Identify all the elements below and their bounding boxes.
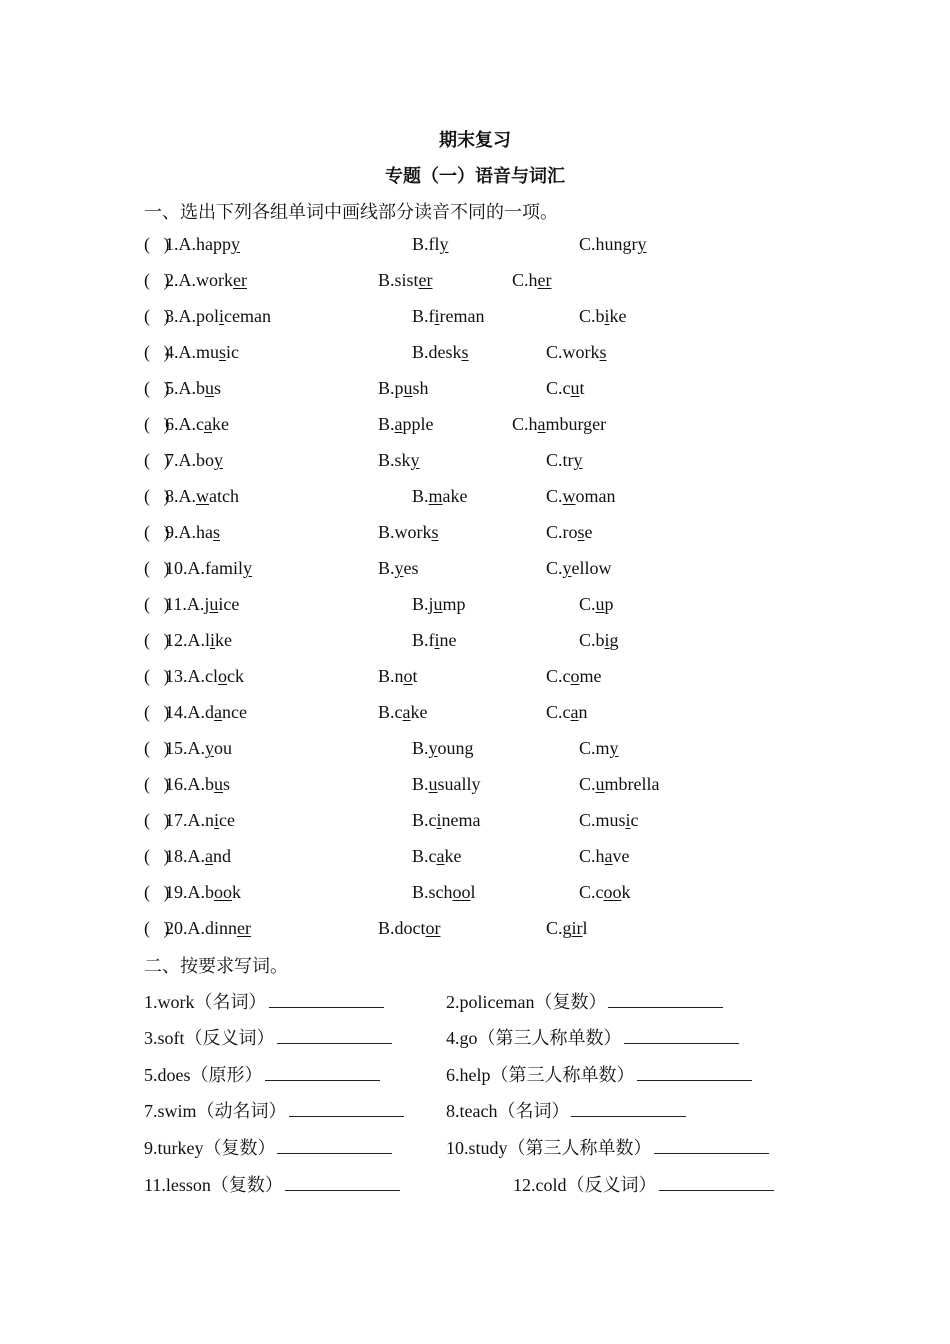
question-row xyxy=(144,486,844,512)
option-b: B.sister xyxy=(378,270,433,290)
answer-blank[interactable] xyxy=(277,1025,392,1044)
underlined-letters: y xyxy=(231,234,240,254)
fill-in-item xyxy=(144,1171,400,1197)
answer-parentheses[interactable]: ( ) xyxy=(144,666,170,686)
fill-in-prompt: 5.does（原形） xyxy=(144,1065,263,1085)
answer-parentheses[interactable]: ( ) xyxy=(144,882,170,902)
question-row xyxy=(144,306,844,332)
fill-in-item xyxy=(144,1097,404,1123)
option-b: B.cake xyxy=(412,846,462,866)
option-c: C.can xyxy=(546,702,588,722)
underlined-letters: y xyxy=(394,558,404,578)
question-row xyxy=(144,522,844,548)
option-a: 10.A.family xyxy=(165,558,252,578)
option-a: 2.A.worker xyxy=(165,270,247,290)
option-c: C.bike xyxy=(579,306,627,326)
option-c: C.hungry xyxy=(579,234,647,254)
option-a: 15.A.you xyxy=(165,738,232,758)
option-a: 13.A.clock xyxy=(165,666,244,686)
option-b: B.fireman xyxy=(412,306,485,326)
fill-in-item xyxy=(144,988,384,1014)
underlined-letters: m xyxy=(428,486,443,506)
question-row xyxy=(144,846,844,872)
answer-parentheses[interactable]: ( ) xyxy=(144,594,170,614)
fill-in-prompt: 10.study（第三人称单数） xyxy=(446,1138,652,1158)
question-row xyxy=(144,666,844,692)
answer-blank[interactable] xyxy=(285,1172,400,1191)
underlined-letters: a xyxy=(537,414,546,434)
underlined-letters: u xyxy=(214,774,223,794)
underlined-letters: u xyxy=(428,774,438,794)
answer-blank[interactable] xyxy=(608,989,723,1008)
question-row xyxy=(144,774,844,800)
question-row xyxy=(144,594,844,620)
underlined-letters: o xyxy=(403,666,413,686)
answer-parentheses[interactable]: ( ) xyxy=(144,846,170,866)
question-row xyxy=(144,630,844,656)
fill-in-prompt: 2.policeman（复数） xyxy=(446,992,607,1012)
underlined-letters: s xyxy=(431,522,439,542)
option-a: 20.A.dinner xyxy=(165,918,251,938)
option-a: 6.A.cake xyxy=(165,414,229,434)
underlined-letters: oo xyxy=(603,882,622,902)
option-a: 18.A.and xyxy=(165,846,231,866)
answer-parentheses[interactable]: ( ) xyxy=(144,306,170,326)
underlined-letters: y xyxy=(573,450,583,470)
question-row xyxy=(144,702,844,728)
question-row xyxy=(144,558,844,584)
question-row xyxy=(144,342,844,368)
underlined-letters: u xyxy=(403,378,413,398)
underlined-letters: y xyxy=(410,450,420,470)
answer-parentheses[interactable]: ( ) xyxy=(144,414,170,434)
fill-in-item xyxy=(446,1024,739,1050)
underlined-letters: oo xyxy=(214,882,232,902)
underlined-letters: a xyxy=(436,846,445,866)
question-row xyxy=(144,918,844,944)
underlined-letters: i xyxy=(214,810,220,830)
underlined-letters: y xyxy=(609,738,619,758)
answer-blank[interactable] xyxy=(269,989,384,1008)
answer-blank[interactable] xyxy=(654,1135,769,1154)
underlined-letters: oo xyxy=(452,882,471,902)
underlined-letters: er xyxy=(537,270,552,290)
fill-in-item xyxy=(144,1024,392,1050)
option-a: 14.A.dance xyxy=(165,702,247,722)
underlined-letters: y xyxy=(428,738,438,758)
option-c: C.music xyxy=(579,810,639,830)
question-row xyxy=(144,450,844,476)
answer-parentheses[interactable]: ( ) xyxy=(144,486,170,506)
fill-in-prompt: 7.swim（动名词） xyxy=(144,1101,287,1121)
answer-blank[interactable] xyxy=(265,1062,380,1081)
option-a: 9.A.has xyxy=(165,522,221,542)
option-a: 8.A.watch xyxy=(165,486,239,506)
answer-parentheses[interactable]: ( ) xyxy=(144,774,170,794)
question-row xyxy=(144,414,844,440)
underlined-letters: u xyxy=(433,594,443,614)
fill-in-item xyxy=(446,988,723,1014)
underlined-letters: w xyxy=(562,486,576,506)
underlined-letters: y xyxy=(243,558,252,578)
underlined-letters: s xyxy=(577,522,585,542)
fill-in-prompt: 3.soft（反义词） xyxy=(144,1028,275,1048)
underlined-letters: i xyxy=(604,306,610,326)
option-a: 7.A.boy xyxy=(165,450,223,470)
answer-blank[interactable] xyxy=(637,1062,752,1081)
question-row xyxy=(144,234,844,260)
page-subtitle: 专题（一）语音与词汇 xyxy=(385,166,565,186)
question-row xyxy=(144,810,844,836)
option-c: C.yellow xyxy=(546,558,612,578)
option-b: B.push xyxy=(378,378,429,398)
underlined-letters: y xyxy=(637,234,647,254)
question-row xyxy=(144,270,844,296)
option-b: B.works xyxy=(378,522,439,542)
fill-in-prompt: 1.work（名词） xyxy=(144,992,267,1012)
underlined-letters: ir xyxy=(571,918,583,938)
fill-in-item xyxy=(144,1061,380,1087)
option-c: C.come xyxy=(546,666,602,686)
option-b: B.school xyxy=(412,882,476,902)
option-c: C.cook xyxy=(579,882,631,902)
underlined-letters: u xyxy=(205,378,214,398)
option-c: C.my xyxy=(579,738,619,758)
option-a: 4.A.music xyxy=(165,342,240,362)
fill-in-prompt: 6.help（第三人称单数） xyxy=(446,1065,635,1085)
underlined-letters: u xyxy=(570,378,580,398)
option-a: 19.A.book xyxy=(165,882,241,902)
fill-in-prompt: 12.cold（反义词） xyxy=(513,1175,657,1195)
option-a: 12.A.like xyxy=(165,630,233,650)
option-c: C.big xyxy=(579,630,619,650)
underlined-letters: i xyxy=(434,630,440,650)
option-b: B.doctor xyxy=(378,918,441,938)
answer-blank[interactable] xyxy=(289,1098,404,1117)
underlined-letters: i xyxy=(604,630,610,650)
answer-parentheses[interactable]: ( ) xyxy=(144,450,170,470)
option-b: B.cinema xyxy=(412,810,481,830)
option-b: B.not xyxy=(378,666,418,686)
option-a: 17.A.nice xyxy=(165,810,235,830)
underlined-letters: y xyxy=(214,450,223,470)
option-b: B.fly xyxy=(412,234,449,254)
underlined-letters: a xyxy=(214,702,222,722)
underlined-letters: i xyxy=(436,810,442,830)
underlined-letters: i xyxy=(434,306,440,326)
option-b: B.fine xyxy=(412,630,457,650)
fill-in-item xyxy=(446,1061,752,1087)
answer-blank[interactable] xyxy=(659,1172,774,1191)
answer-blank[interactable] xyxy=(624,1025,739,1044)
underlined-letters: i xyxy=(625,810,631,830)
answer-parentheses[interactable]: ( ) xyxy=(144,630,170,650)
answer-blank[interactable] xyxy=(571,1098,686,1117)
page-title: 期末复习 xyxy=(439,130,511,150)
underlined-letters: er xyxy=(418,270,433,290)
answer-parentheses[interactable]: ( ) xyxy=(144,342,170,362)
underlined-letters: a xyxy=(204,414,212,434)
option-a: 16.A.bus xyxy=(165,774,231,794)
underlined-letters: s xyxy=(461,342,469,362)
option-b: B.yes xyxy=(378,558,419,578)
underlined-letters: u xyxy=(209,594,219,614)
underlined-letters: i xyxy=(219,306,225,326)
underlined-letters: u xyxy=(595,774,605,794)
option-a: 11.A.juice xyxy=(165,594,240,614)
answer-parentheses[interactable]: ( ) xyxy=(144,738,170,758)
option-a: 1.A.happy xyxy=(165,234,240,254)
option-c: C.try xyxy=(546,450,583,470)
underlined-letters: o xyxy=(218,666,227,686)
section-2-heading: 二、按要求写词。 xyxy=(144,956,288,976)
option-a: 3.A.policeman xyxy=(165,306,271,326)
fill-in-item xyxy=(446,1097,686,1123)
answer-parentheses[interactable]: ( ) xyxy=(144,378,170,398)
underlined-letters: w xyxy=(196,486,209,506)
answer-parentheses[interactable]: ( ) xyxy=(144,810,170,830)
option-c: C.have xyxy=(579,846,630,866)
option-b: B.apple xyxy=(378,414,434,434)
option-b: B.jump xyxy=(412,594,466,614)
fill-in-item xyxy=(513,1171,774,1197)
underlined-letters: y xyxy=(562,558,572,578)
option-b: B.desks xyxy=(412,342,469,362)
underlined-letters: s xyxy=(599,342,607,362)
option-b: B.usually xyxy=(412,774,481,794)
underlined-letters: y xyxy=(205,738,214,758)
option-c: C.her xyxy=(512,270,552,290)
option-b: B.sky xyxy=(378,450,420,470)
underlined-letters: i xyxy=(210,630,216,650)
option-c: C.cut xyxy=(546,378,585,398)
underlined-letters: o xyxy=(570,666,580,686)
answer-parentheses[interactable]: ( ) xyxy=(144,702,170,722)
answer-parentheses[interactable]: ( ) xyxy=(144,270,170,290)
section-1-heading: 一、选出下列各组单词中画线部分读音不同的一项。 xyxy=(144,202,558,222)
underlined-letters: y xyxy=(439,234,449,254)
underlined-letters: a xyxy=(205,846,213,866)
fill-in-prompt: 4.go（第三人称单数） xyxy=(446,1028,622,1048)
underlined-letters: a xyxy=(394,414,403,434)
underlined-letters: a xyxy=(402,702,411,722)
underlined-letters: a xyxy=(570,702,579,722)
underlined-letters: s xyxy=(219,342,227,362)
answer-parentheses[interactable]: ( ) xyxy=(144,558,170,578)
fill-in-item xyxy=(446,1134,769,1160)
option-c: C.umbrella xyxy=(579,774,660,794)
option-a: 5.A.bus xyxy=(165,378,222,398)
underlined-letters: er xyxy=(233,270,247,290)
option-c: C.works xyxy=(546,342,607,362)
question-row xyxy=(144,738,844,764)
answer-parentheses[interactable]: ( ) xyxy=(144,234,170,254)
underlined-letters: er xyxy=(237,918,251,938)
option-b: B.young xyxy=(412,738,474,758)
option-c: C.woman xyxy=(546,486,616,506)
fill-in-prompt: 8.teach（名词） xyxy=(446,1101,570,1121)
fill-in-prompt: 9.turkey（复数） xyxy=(144,1138,276,1158)
option-c: C.girl xyxy=(546,918,588,938)
answer-parentheses[interactable]: ( ) xyxy=(144,522,170,542)
fill-in-item xyxy=(144,1134,392,1160)
option-b: B.cake xyxy=(378,702,428,722)
underlined-letters: u xyxy=(595,594,605,614)
underlined-letters: a xyxy=(604,846,613,866)
fill-in-prompt: 11.lesson（复数） xyxy=(144,1175,283,1195)
option-c: C.up xyxy=(579,594,614,614)
answer-blank[interactable] xyxy=(277,1135,392,1154)
question-row xyxy=(144,378,844,404)
underlined-letters: or xyxy=(425,918,441,938)
question-row xyxy=(144,882,844,908)
option-b: B.make xyxy=(412,486,468,506)
underlined-letters: s xyxy=(213,522,221,542)
option-c: C.hamburger xyxy=(512,414,607,434)
answer-parentheses[interactable]: ( ) xyxy=(144,918,170,938)
option-c: C.rose xyxy=(546,522,593,542)
